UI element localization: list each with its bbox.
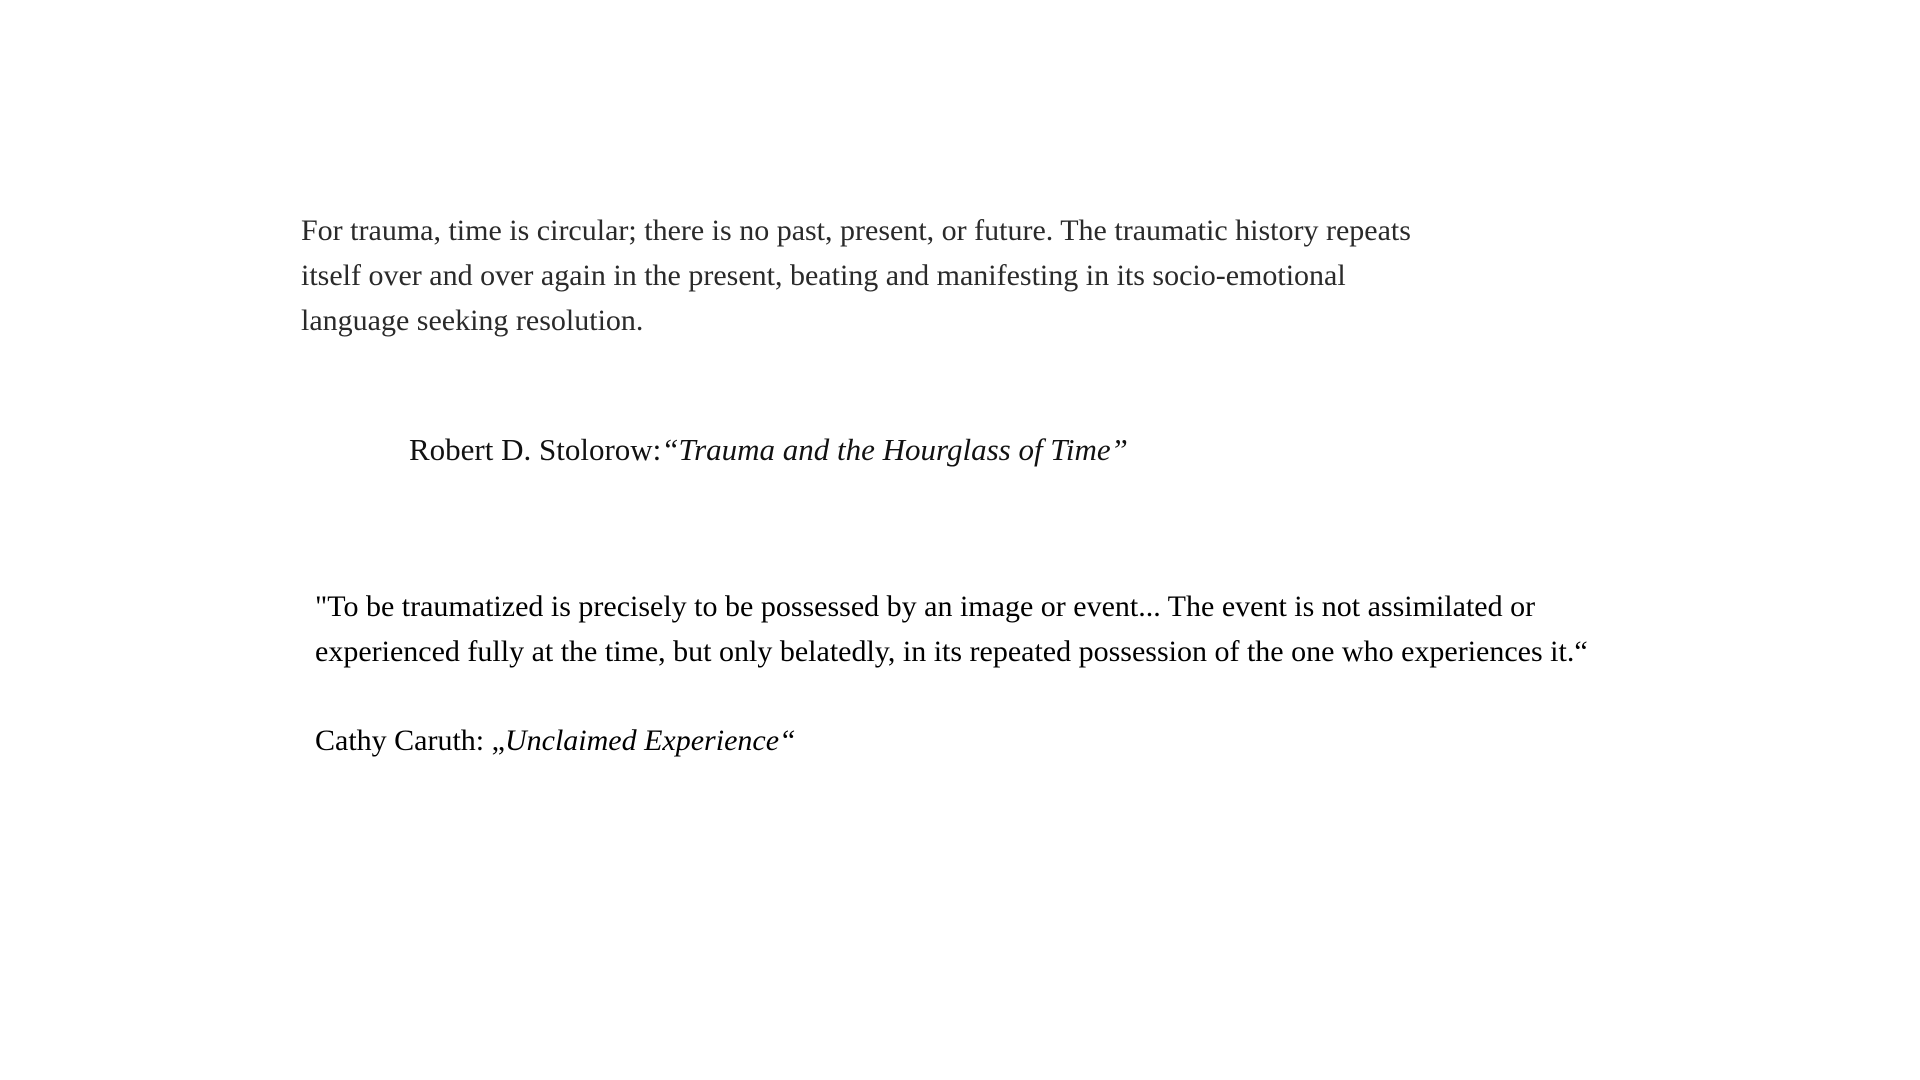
- citation-work-title: Unclaimed Experience“: [504, 724, 796, 757]
- stolorow-citation: [409, 428, 1128, 472]
- stolorow-quote: For trauma, time is circular; there is no past, present, or future. The traumatic history repeats itself over and over again in the present, beating and manifesting in its socio-emotional language seeking resolution.: [301, 214, 1411, 337]
- citation-author: Cathy Caruth: „: [315, 724, 505, 757]
- citation-author: Robert D. Stolorow:: [409, 432, 662, 467]
- caruth-quote: "To be traumatized is precisely to be possessed by an image or event... The event is not assimilated or experienced fully at the time, but only belatedly, in its repeated possession of the one who experiences it.“: [315, 590, 1588, 668]
- caruth-citation: [315, 718, 796, 763]
- citation-work-title: “Trauma and the Hourglass of Time”: [661, 432, 1128, 467]
